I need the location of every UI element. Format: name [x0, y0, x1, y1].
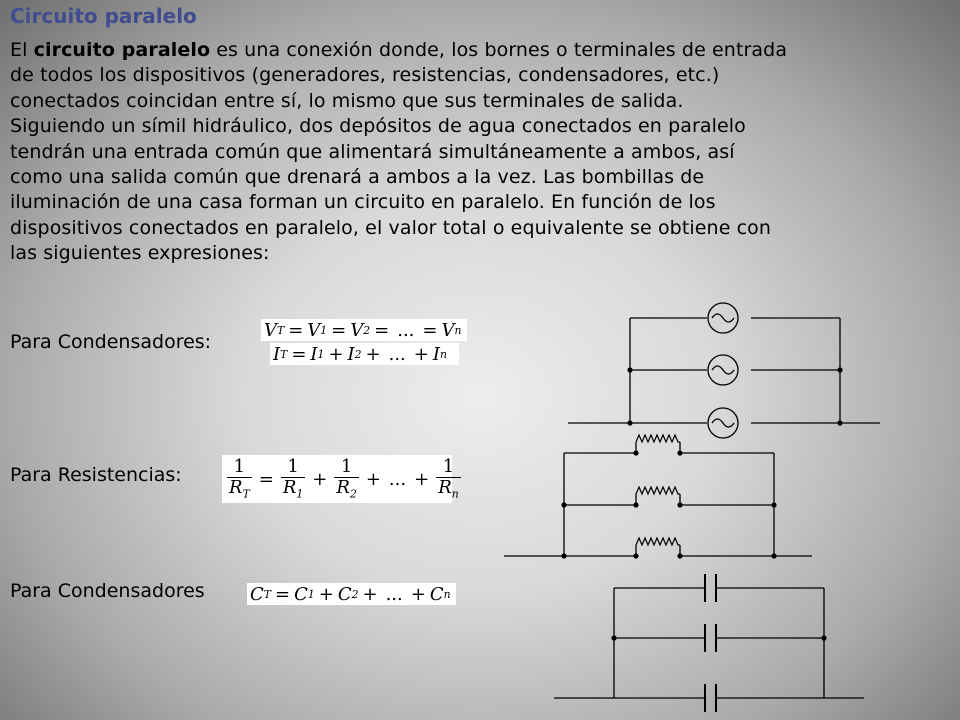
fraction-numerator: 1	[287, 455, 299, 477]
formula-operator: +	[365, 468, 381, 490]
formula-subscript: 1	[320, 323, 328, 337]
formula-symbol: V	[264, 319, 277, 341]
formula-dots: ...	[397, 319, 415, 341]
current-formula	[270, 343, 459, 365]
formula-operator: +	[413, 343, 429, 365]
formula-symbol: R	[438, 476, 452, 498]
formula-subscript: 2	[354, 347, 362, 361]
formula-symbol: I	[273, 343, 281, 365]
fraction	[334, 455, 358, 501]
formula-subscript: 2	[363, 323, 371, 337]
paragraph-line: de todos los dispositivos (generadores, resistencias, condensadores, etc.)	[10, 64, 720, 87]
formula-symbol: R	[229, 476, 243, 498]
resistance-formula	[222, 455, 459, 503]
generators-label: Para Condensadores:	[10, 331, 212, 353]
formula-subscript: 1	[307, 587, 315, 601]
fraction	[227, 455, 252, 501]
line1-rest: es una conexión donde, los bornes o terminales de entrada	[210, 39, 788, 61]
parallel-capacitors-circuit	[550, 568, 870, 720]
fraction-numerator: 1	[442, 455, 455, 477]
formula-operator: =	[291, 343, 307, 365]
capacitor-icon	[705, 574, 716, 602]
formula-subscript: 1	[317, 347, 325, 361]
fraction	[436, 455, 461, 501]
formula-symbol: V	[441, 319, 455, 341]
formula-dots: ...	[388, 343, 406, 365]
formula-subscript: n	[454, 323, 462, 337]
paragraph-line: iluminación de una casa forman un circuito en paralelo. En función de los	[10, 191, 716, 214]
formula-symbol: C	[429, 583, 444, 605]
formula-symbol: C	[294, 583, 308, 605]
formula-operator: +	[365, 343, 381, 365]
formula-subscript: 2	[351, 587, 359, 601]
formula-symbol: C	[250, 583, 264, 605]
fraction	[281, 455, 305, 501]
fraction-denominator	[334, 477, 358, 500]
fraction-numerator: 1	[340, 455, 353, 477]
formula-operator: =	[258, 468, 274, 490]
capacitor-icon	[705, 684, 716, 712]
body-paragraph	[10, 38, 950, 267]
formula-subscript: n	[440, 347, 447, 361]
slide-title: Circuito paralelo	[10, 4, 197, 28]
formula-dots: ...	[388, 468, 407, 490]
formula-symbol: I	[432, 343, 440, 365]
formula-operator: +	[312, 468, 328, 490]
paragraph-line: como una salida común que drenará a ambos a la vez. Las bombillas de	[10, 166, 705, 189]
formula-subscript: 2	[349, 487, 357, 501]
ac-source-icon	[708, 303, 738, 333]
paragraph-line: Siguiendo un símil hidráulico, dos depósitos de agua conectados en paralelo	[10, 115, 746, 138]
formula-symbol: V	[350, 319, 364, 341]
ac-source-icon	[708, 355, 738, 385]
formula-symbol: V	[307, 319, 321, 341]
formula-subscript: T	[277, 323, 285, 337]
paragraph-line: las siguientes expresiones:	[10, 242, 270, 265]
capacitor-icon	[705, 624, 716, 652]
formula-subscript: n	[443, 587, 451, 601]
formula-operator: +	[362, 583, 378, 605]
formula-operator: +	[318, 583, 334, 605]
formula-operator: =	[288, 319, 304, 341]
bold-term: circuito paralelo	[33, 39, 211, 61]
parallel-resistors-circuit	[500, 430, 820, 565]
capacitance-formula	[247, 583, 456, 605]
formula-operator: +	[410, 583, 426, 605]
formula-symbol: I	[347, 343, 355, 365]
formula-symbol: R	[282, 476, 297, 498]
formula-operator: =	[422, 319, 438, 341]
paragraph-line: conectados coincidan entre sí, lo mismo que sus terminales de salida.	[10, 89, 684, 112]
paragraph-line	[10, 38, 950, 63]
formula-subscript: T	[263, 587, 271, 601]
fraction-denominator	[227, 477, 252, 500]
formula-symbol: R	[336, 476, 350, 498]
fraction-denominator	[436, 477, 461, 500]
formula-operator: =	[331, 319, 347, 341]
formula-operator: +	[328, 343, 344, 365]
fraction-numerator: 1	[233, 455, 246, 477]
formula-dots: ...	[385, 583, 403, 605]
formula-operator: =	[374, 319, 390, 341]
resistor-icon	[636, 538, 680, 545]
intro-text: El	[10, 39, 34, 61]
formula-subscript: 1	[296, 487, 304, 501]
formula-operator: +	[414, 468, 430, 490]
formula-subscript: T	[280, 347, 288, 361]
formula-subscript: T	[242, 487, 250, 501]
resistor-icon	[636, 435, 680, 442]
formula-symbol: I	[310, 343, 318, 365]
parallel-sources-circuit	[560, 295, 890, 445]
formula-symbol: C	[337, 583, 352, 605]
voltage-formula	[261, 319, 467, 341]
capacitors-label: Para Condensadores	[10, 580, 205, 602]
fraction-denominator	[281, 477, 305, 500]
paragraph-line: tendrán una entrada común que alimentará simultáneamente a ambos, así	[10, 140, 735, 163]
formula-subscript: n	[451, 487, 459, 501]
resistors-label: Para Resistencias:	[10, 464, 182, 486]
paragraph-line: dispositivos conectados en paralelo, el valor total o equivalente se obtiene con	[10, 216, 772, 239]
resistor-icon	[636, 487, 680, 494]
formula-operator: =	[274, 583, 291, 605]
